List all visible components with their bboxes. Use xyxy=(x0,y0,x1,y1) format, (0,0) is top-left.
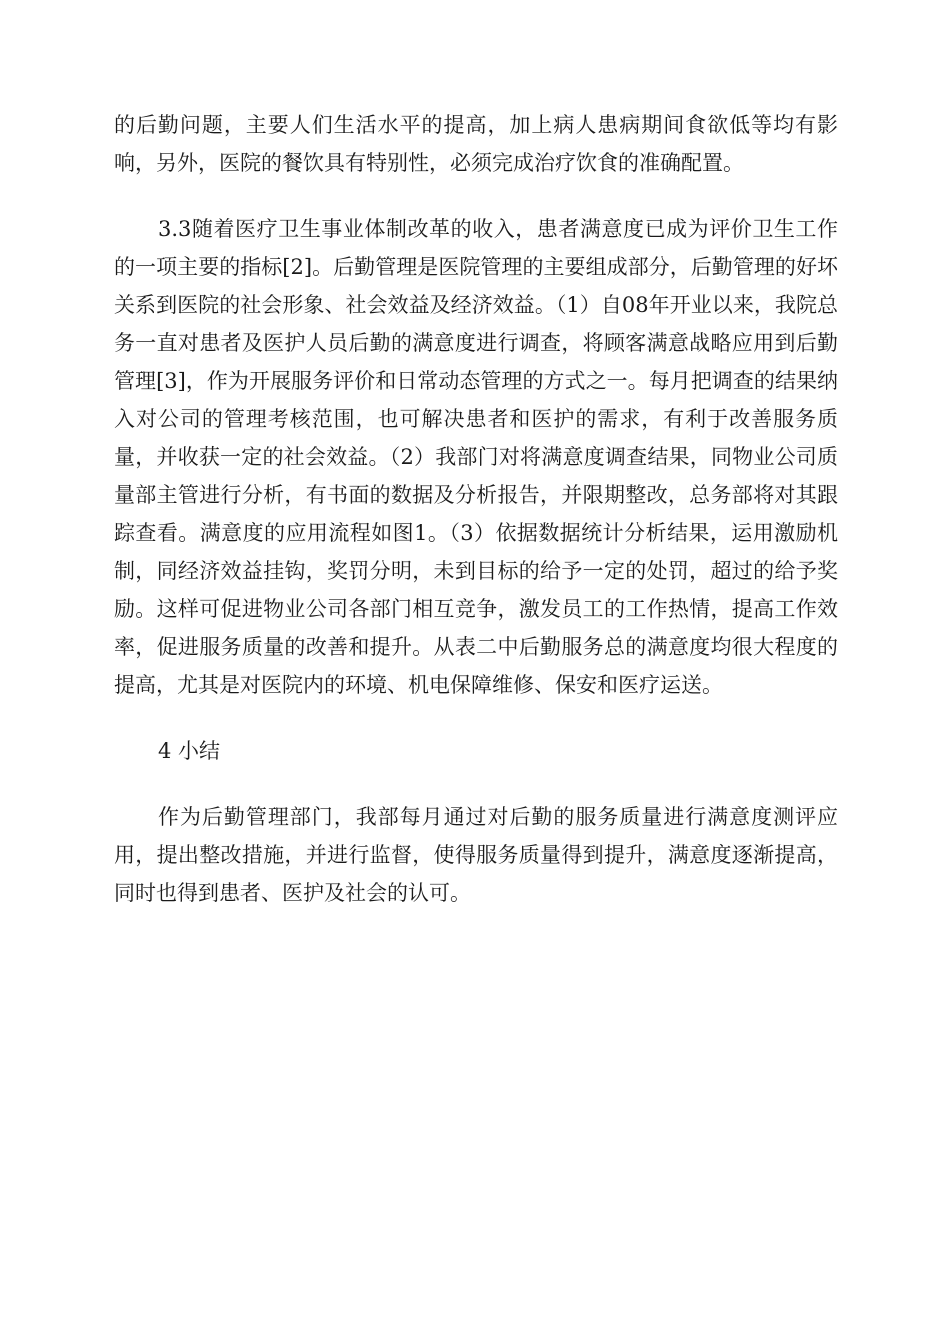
document-page xyxy=(114,106,838,940)
paragraph-conclusion: 作为后勤管理部门，我部每月通过对后勤的服务质量进行满意度测评应用，提出整改措施，并进行监督，使得服务质量得到提升，满意度逐渐提高，同时也得到患者、医护及社会的认可。 xyxy=(114,805,838,905)
paragraph-section-3-3: 3.3随着医疗卫生事业体制改革的收入，患者满意度已成为评价卫生工作的一项主要的指标[2]。后勤管理是医院管理的主要组成部分，后勤管理的好坏关系到医院的社会形象、社会效益及经济效益。（1）自08年开业以来，我院总务一直对患者及医护人员后勤的满意度进行调查，将顾客满意战略应用到后勤管理[3]，作为开展服务评价和日常动态管理的方式之一。每月把调查的结果纳入对公司的管理考核范围，也可解决患者和医护的需求，有利于改善服务质量，并收获一定的社会效益。（2）我部门对将满意度调查结果，同物业公司质量部主管进行分析，有书面的数据及分析报告，并限期整改，总务部将对其跟踪查看。满意度的应用流程如图1。（3）依据数据统计分析结果，运用激励机制，同经济效益挂钩，奖罚分明，未到目标的给予一定的处罚，超过的给予奖励。这样可促进物业公司各部门相互竞争，激发员工的工作热情，提高工作效率，促进服务质量的改善和提升。从表二中后勤服务总的满意度均很大程度的提高，尤其是对医院内的环境、机电保障维修、保安和医疗运送。 xyxy=(114,217,838,697)
section-heading-summary: 4 小结 xyxy=(158,739,221,763)
paragraph-continued: 的后勤问题，主要人们生活水平的提高，加上病人患病期间食欲低等均有影响，另外，医院的餐饮具有特别性，必须完成治疗饮食的准确配置。 xyxy=(114,113,838,175)
